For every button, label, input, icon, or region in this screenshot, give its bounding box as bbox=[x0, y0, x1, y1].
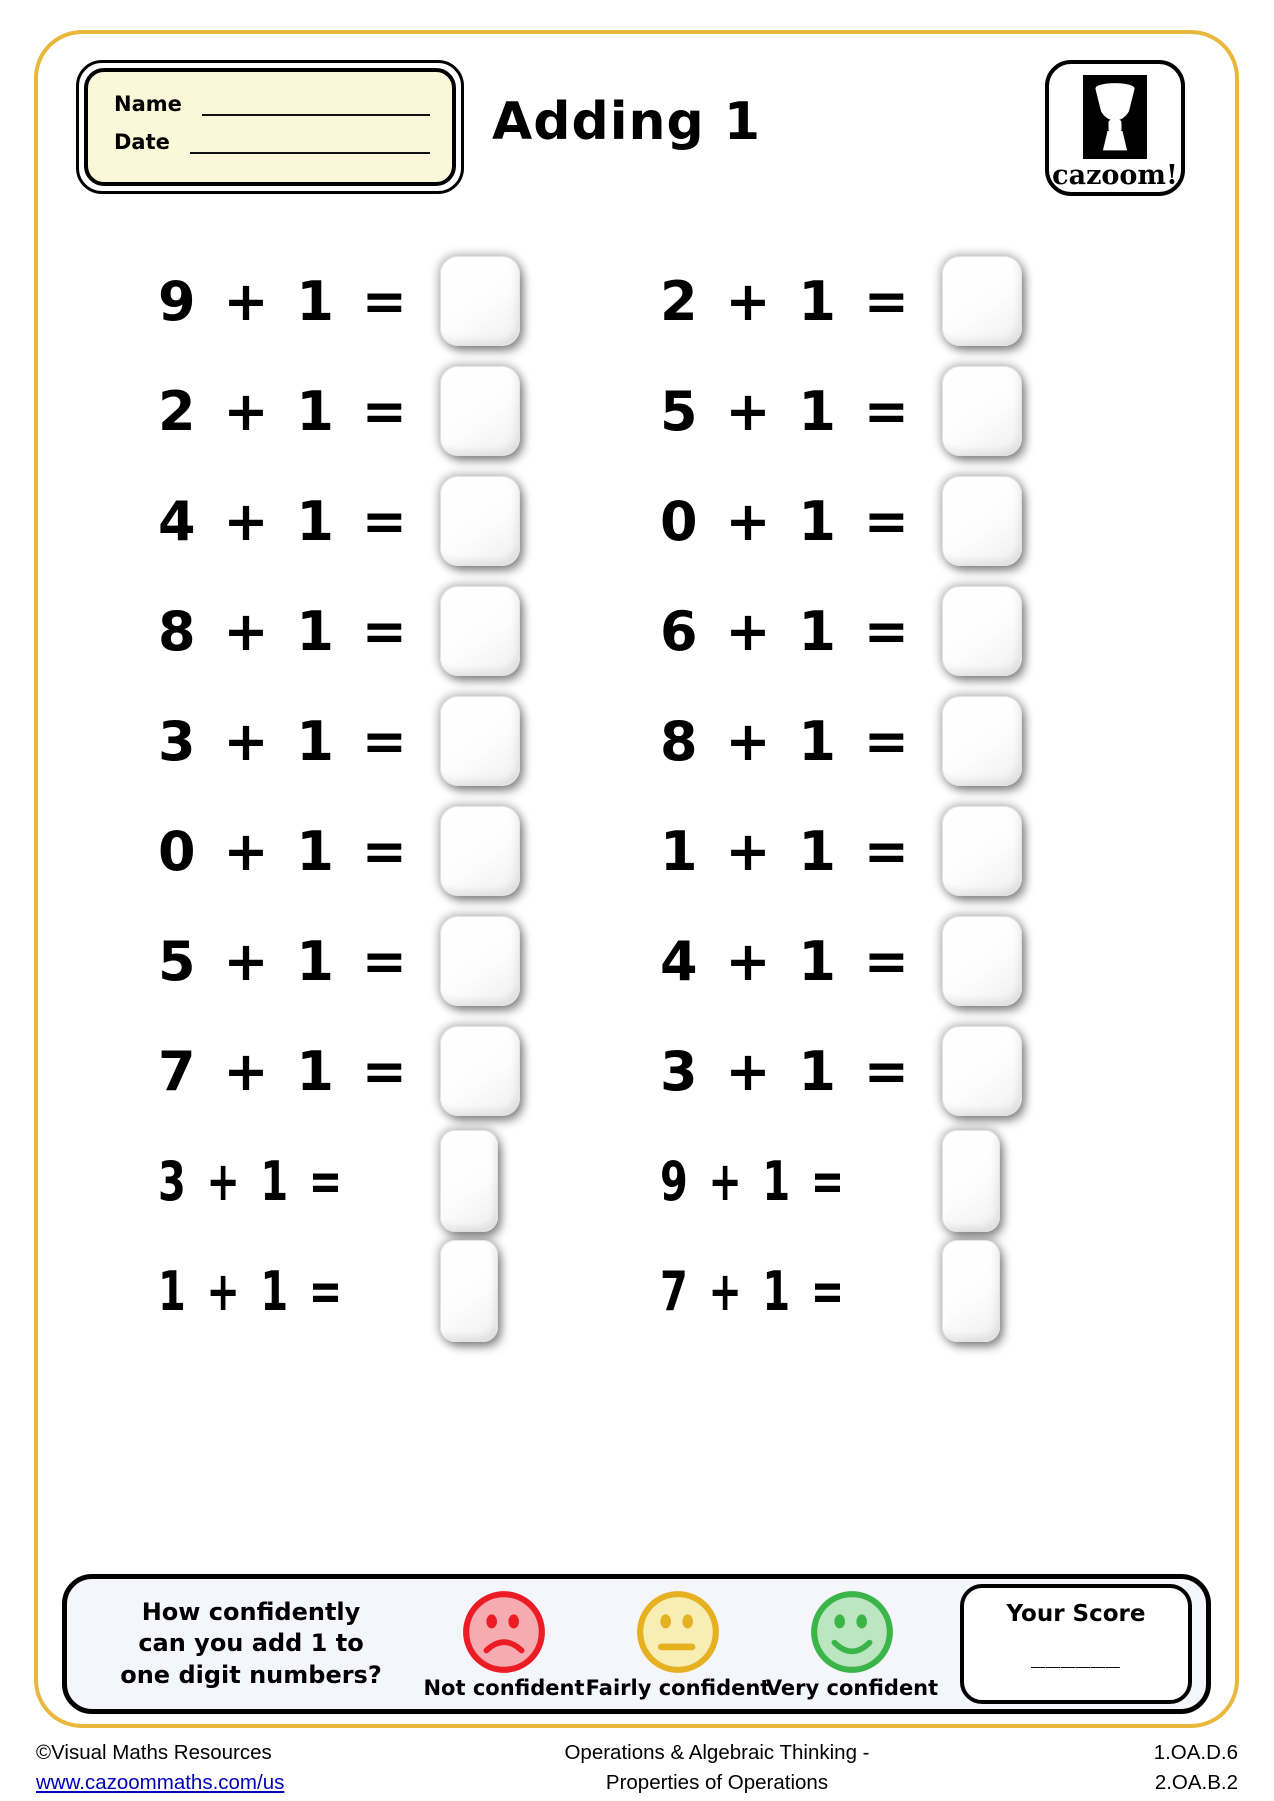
answer-box[interactable] bbox=[440, 1130, 498, 1232]
cazoom-logo bbox=[1045, 60, 1185, 196]
problem-row bbox=[158, 246, 660, 356]
equation-text: 8 + 1 = bbox=[660, 709, 912, 773]
equation-text: 9 + 1 = bbox=[660, 1149, 846, 1213]
equation-text: 4 + 1 = bbox=[660, 929, 912, 993]
confidence-question-line: can you add 1 to bbox=[138, 1629, 364, 1658]
header bbox=[38, 34, 1235, 196]
answer-box[interactable] bbox=[942, 696, 1022, 786]
confidence-question bbox=[85, 1597, 417, 1691]
answer-box[interactable] bbox=[440, 366, 520, 456]
option-label: Very confident bbox=[765, 1676, 939, 1700]
standard-code: 2.OA.B.2 bbox=[1154, 1771, 1238, 1794]
logo-text: cazoom! bbox=[1052, 160, 1178, 191]
equation-text: 3 + 1 = bbox=[158, 1149, 344, 1213]
date-label: Date bbox=[114, 130, 170, 154]
answer-box[interactable] bbox=[942, 1130, 1000, 1232]
confidence-option-not-confident[interactable] bbox=[417, 1588, 591, 1700]
topic-line: Operations & Algebraic Thinking - bbox=[564, 1741, 870, 1764]
answer-box[interactable] bbox=[440, 806, 520, 896]
option-label: Not confident bbox=[423, 1676, 585, 1700]
problem-row bbox=[158, 1126, 660, 1236]
problem-row bbox=[660, 356, 1162, 466]
problem-row bbox=[660, 576, 1162, 686]
equation-text: 1 + 1 = bbox=[158, 1259, 344, 1323]
name-label: Name bbox=[114, 92, 182, 116]
sad-face-icon bbox=[460, 1588, 548, 1676]
problem-row bbox=[158, 906, 660, 1016]
answer-box[interactable] bbox=[942, 256, 1022, 346]
topic-line: Properties of Operations bbox=[605, 1771, 829, 1794]
score-blank-line[interactable]: ______ bbox=[1031, 1643, 1121, 1671]
answer-box[interactable] bbox=[440, 1026, 520, 1116]
page-border bbox=[34, 30, 1239, 1728]
date-input-line[interactable] bbox=[190, 130, 430, 154]
confidence-question-line: How confidently bbox=[141, 1598, 361, 1627]
happy-face-icon bbox=[808, 1588, 896, 1676]
confidence-panel bbox=[62, 1574, 1211, 1714]
answer-box[interactable] bbox=[942, 806, 1022, 896]
equation-text: 2 + 1 = bbox=[158, 379, 410, 443]
equation-text: 3 + 1 = bbox=[660, 1039, 912, 1103]
equation-text: 5 + 1 = bbox=[158, 929, 410, 993]
your-score-box bbox=[960, 1584, 1192, 1704]
problem-row bbox=[158, 356, 660, 466]
neutral-face-icon bbox=[634, 1588, 722, 1676]
name-input-line[interactable] bbox=[202, 92, 430, 116]
standard-code: 1.OA.D.6 bbox=[1153, 1741, 1238, 1764]
problem-row bbox=[660, 246, 1162, 356]
copyright-text: ©Visual Maths Resources bbox=[36, 1741, 272, 1764]
answer-box[interactable] bbox=[440, 476, 520, 566]
cazoom-link[interactable]: www.cazoommaths.com/us bbox=[36, 1771, 285, 1794]
answer-box[interactable] bbox=[942, 586, 1022, 676]
djembe-drum-icon bbox=[1083, 75, 1147, 159]
answer-box[interactable] bbox=[942, 1240, 1000, 1342]
equation-text: 7 + 1 = bbox=[660, 1259, 846, 1323]
problem-row bbox=[158, 466, 660, 576]
answer-box[interactable] bbox=[440, 256, 520, 346]
problems-right-column bbox=[660, 246, 1162, 1346]
problem-row bbox=[158, 1016, 660, 1126]
answer-box[interactable] bbox=[440, 696, 520, 786]
answer-box[interactable] bbox=[440, 586, 520, 676]
equation-text: 7 + 1 = bbox=[158, 1039, 410, 1103]
problem-row bbox=[660, 1016, 1162, 1126]
page-title: Adding 1 bbox=[492, 92, 762, 152]
equation-text: 1 + 1 = bbox=[660, 819, 912, 883]
problem-row bbox=[158, 1236, 660, 1346]
answer-box[interactable] bbox=[942, 916, 1022, 1006]
problem-row bbox=[660, 1236, 1162, 1346]
problem-row bbox=[158, 576, 660, 686]
equation-text: 9 + 1 = bbox=[158, 269, 410, 333]
answer-box[interactable] bbox=[942, 366, 1022, 456]
problem-row bbox=[660, 686, 1162, 796]
equation-text: 0 + 1 = bbox=[158, 819, 410, 883]
equation-text: 3 + 1 = bbox=[158, 709, 410, 773]
confidence-question-line: one digit numbers? bbox=[120, 1660, 382, 1689]
equation-text: 4 + 1 = bbox=[158, 489, 410, 553]
problem-row bbox=[158, 796, 660, 906]
equation-text: 6 + 1 = bbox=[660, 599, 912, 663]
problem-row bbox=[660, 796, 1162, 906]
problems-left-column bbox=[158, 246, 660, 1346]
problems-grid bbox=[38, 246, 1235, 1346]
option-label: Fairly confident bbox=[585, 1676, 771, 1700]
answer-box[interactable] bbox=[440, 916, 520, 1006]
equation-text: 2 + 1 = bbox=[660, 269, 912, 333]
confidence-option-fairly-confident[interactable] bbox=[585, 1588, 771, 1700]
your-score-title: Your Score bbox=[1006, 1601, 1146, 1627]
equation-text: 0 + 1 = bbox=[660, 489, 912, 553]
problem-row bbox=[660, 906, 1162, 1016]
problem-row bbox=[660, 466, 1162, 576]
confidence-option-very-confident[interactable] bbox=[765, 1588, 939, 1700]
equation-text: 8 + 1 = bbox=[158, 599, 410, 663]
answer-box[interactable] bbox=[942, 1026, 1022, 1116]
page-footer bbox=[0, 1738, 1274, 1798]
problem-row bbox=[660, 1126, 1162, 1236]
name-date-box bbox=[76, 60, 464, 194]
answer-box[interactable] bbox=[942, 476, 1022, 566]
problem-row bbox=[158, 686, 660, 796]
equation-text: 5 + 1 = bbox=[660, 379, 912, 443]
name-date-box-inner bbox=[84, 68, 456, 186]
answer-box[interactable] bbox=[440, 1240, 498, 1342]
